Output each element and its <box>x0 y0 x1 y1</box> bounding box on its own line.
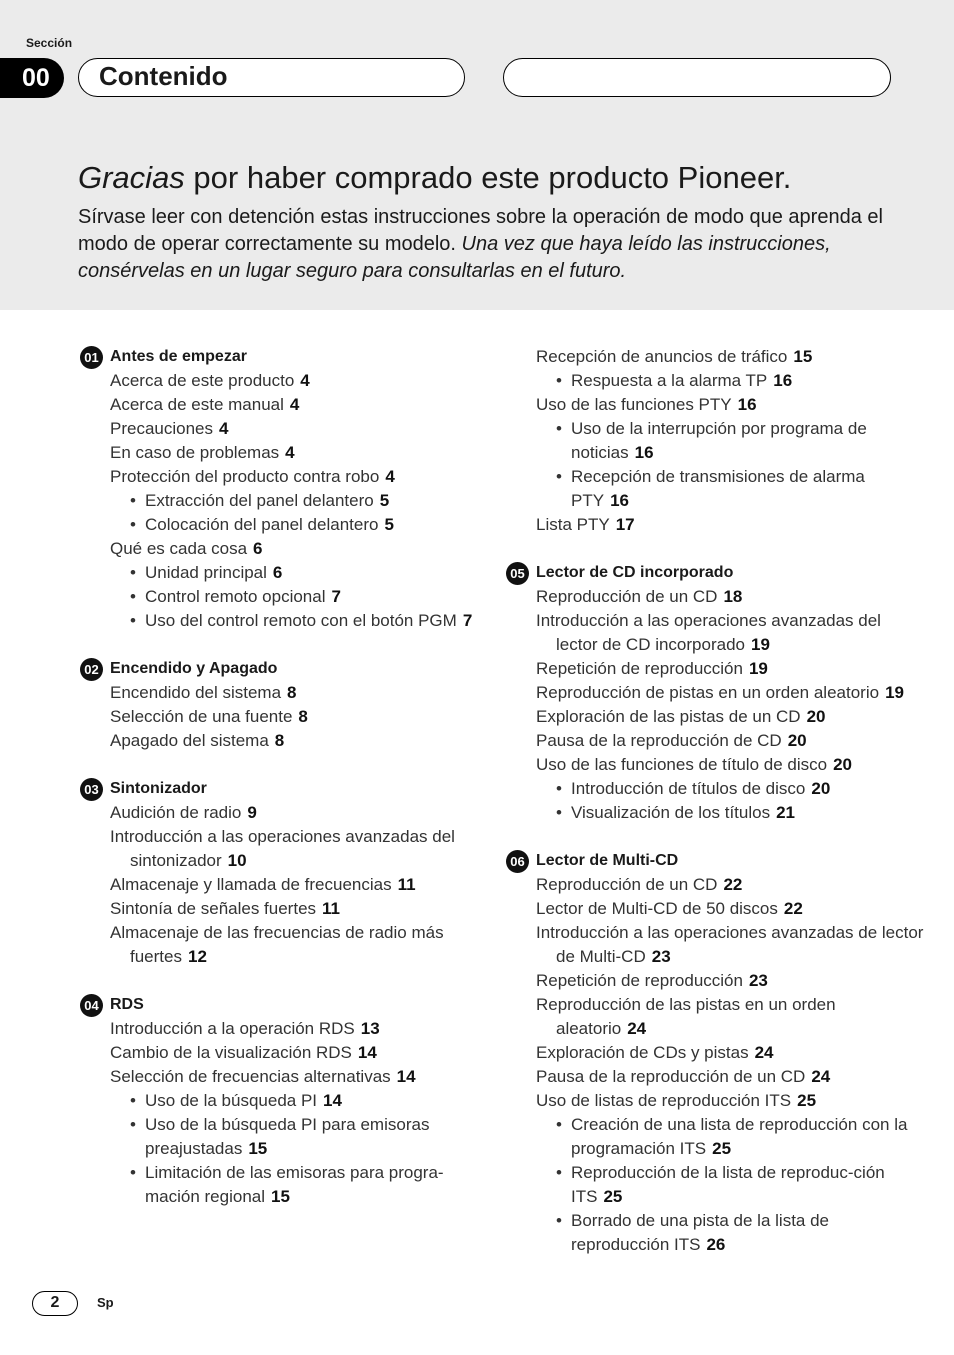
toc-page-number: 11 <box>322 899 341 918</box>
toc-section-03 <box>80 777 480 969</box>
toc-subentry <box>80 585 480 609</box>
toc-section-02 <box>80 657 480 753</box>
bullet-dot: • <box>556 1115 562 1134</box>
toc-subentry <box>506 1161 926 1209</box>
toc-entry <box>80 801 480 825</box>
toc-page-number: 24 <box>754 1043 774 1062</box>
toc-entry <box>506 897 926 921</box>
bullet-dot: • <box>130 515 136 534</box>
section-number-badge: 05 <box>506 562 529 585</box>
toc-subentry <box>506 1209 926 1257</box>
intro-paragraph <box>78 204 908 285</box>
toc-subentry <box>80 1161 480 1209</box>
toc-entry-text: Repetición de reproducción <box>536 659 743 678</box>
toc-section-heading <box>80 345 480 369</box>
toc-page-number: 22 <box>783 899 803 918</box>
toc-entry <box>80 729 480 753</box>
toc-entry-text: Selección de frecuencias alternativas <box>110 1067 391 1086</box>
toc-entry <box>506 993 926 1041</box>
toc-entry-text: Introducción a las operaciones avanzadas del lector de CD incorporado <box>536 611 881 654</box>
toc-page-number: 17 <box>615 515 635 534</box>
toc-section-04 <box>80 993 480 1209</box>
toc-page-number: 12 <box>187 947 207 966</box>
toc-right-column <box>506 345 926 1281</box>
bullet-dot: • <box>130 1163 136 1182</box>
toc-left-column <box>80 345 480 1233</box>
bullet-dot: • <box>556 419 562 438</box>
section-number-badge: 02 <box>80 658 103 681</box>
toc-page-number: 6 <box>272 563 283 582</box>
toc-entry-text: Qué es cada cosa <box>110 539 248 558</box>
toc-entry <box>80 705 480 729</box>
toc-subentry <box>506 369 926 393</box>
toc-entry <box>80 681 480 705</box>
toc-entry-text: Sintonía de señales fuertes <box>110 899 317 918</box>
page-title: Contenido <box>78 58 465 97</box>
toc-entry-text: Reproducción de un CD <box>536 875 718 894</box>
toc-entry-text: Almacenaje y llamada de frecuencias <box>110 875 392 894</box>
toc-page-number: 18 <box>723 587 743 606</box>
toc-page-number: 20 <box>787 731 807 750</box>
toc-page-number: 5 <box>384 515 394 534</box>
toc-entry-text: Acerca de este manual <box>110 395 284 414</box>
section-number-badge: 06 <box>506 850 529 873</box>
toc-page-number: 25 <box>712 1139 732 1158</box>
toc-subentry <box>80 489 480 513</box>
toc-entry-text: Reproducción de pistas en un orden aleatorio <box>536 683 880 702</box>
toc-entry <box>506 681 926 705</box>
toc-page-number: 20 <box>806 707 826 726</box>
toc-page-number: 15 <box>793 347 813 366</box>
bullet-dot: • <box>556 1163 562 1182</box>
toc-subentry <box>506 465 926 513</box>
toc-section-title: Lector de CD incorporado <box>536 564 734 581</box>
thanks-rest: por haber comprado este producto Pioneer. <box>184 160 792 195</box>
toc-page-number: 9 <box>247 803 257 822</box>
toc-entry <box>80 369 480 393</box>
toc-entry <box>506 969 926 993</box>
toc-continued <box>506 345 926 537</box>
toc-page-number: 4 <box>289 395 300 414</box>
toc-subentry <box>506 417 926 465</box>
toc-entry <box>80 897 480 921</box>
toc-page-number: 8 <box>274 731 285 750</box>
toc-entry <box>80 537 480 561</box>
toc-entry <box>506 393 926 417</box>
toc-entry-text: Lista PTY <box>536 515 610 534</box>
toc-page-number: 20 <box>833 755 852 774</box>
toc-entry-text: Borrado de una pista de la lista de reproducción ITS <box>571 1211 830 1254</box>
section-label: Sección <box>26 36 73 50</box>
toc-entry-text: Acerca de este producto <box>110 371 295 390</box>
toc-entry <box>506 873 926 897</box>
toc-section-heading <box>80 657 480 681</box>
toc-page-number: 14 <box>396 1067 416 1086</box>
bullet-dot: • <box>556 467 562 486</box>
toc-entry-text: Protección del producto contra robo <box>110 467 380 486</box>
toc-entry-text: Introducción de títulos de disco <box>571 779 806 798</box>
language-code: Sp <box>97 1295 114 1310</box>
toc-page-number: 16 <box>737 395 757 414</box>
toc-entry <box>506 921 926 969</box>
bullet-dot: • <box>130 491 136 510</box>
toc-entry-text: Pausa de la reproducción de CD <box>536 731 782 750</box>
toc-page-number: 5 <box>379 491 390 510</box>
thanks-italic: Gracias <box>78 160 185 195</box>
toc-subentry <box>506 777 926 801</box>
toc-page-number: 25 <box>603 1187 623 1206</box>
toc-section-title: RDS <box>110 996 144 1013</box>
toc-entry-text: Unidad principal <box>145 563 267 582</box>
section-number-badge: 04 <box>80 994 103 1017</box>
toc-subentry <box>80 1113 480 1161</box>
toc-section-05 <box>506 561 926 825</box>
toc-entry <box>506 705 926 729</box>
toc-entry <box>506 345 926 369</box>
toc-page-number: 7 <box>462 611 473 630</box>
section-number-tab: 00 <box>0 58 64 98</box>
bullet-dot: • <box>130 1115 136 1134</box>
toc-entry <box>506 753 926 777</box>
intro-plain: Sírvase leer con detención estas instrucciones sobre la operación de modo que aprenda el modo de operar correctamente su modelo. <box>78 206 883 255</box>
toc-entry-text: Introducción a las operaciones avanzadas de lector de Multi-CD <box>536 923 924 966</box>
toc-section-heading <box>80 993 480 1017</box>
toc-entry-text: Control remoto opcional <box>145 587 326 606</box>
bullet-dot: • <box>556 1211 562 1230</box>
toc-entry-text: Uso de la interrupción por programa de noticias <box>571 419 867 462</box>
toc-entry-text: Lector de Multi-CD de 50 discos <box>536 899 778 918</box>
toc-entry-text: Repetición de reproducción <box>536 971 743 990</box>
toc-entry-text: Recepción de anuncios de tráfico <box>536 347 788 366</box>
toc-entry-text: Visualización de los títulos <box>571 803 771 822</box>
toc-subentry <box>80 609 480 633</box>
toc-entry-text: Exploración de CDs y pistas <box>536 1043 749 1062</box>
toc-page-number: 6 <box>253 539 263 558</box>
toc-entry <box>506 729 926 753</box>
toc-page-number: 22 <box>723 875 743 894</box>
toc-entry <box>80 921 480 969</box>
toc-page-number: 19 <box>885 683 904 702</box>
toc-section-title: Antes de empezar <box>110 348 247 365</box>
toc-entry-text: Extracción del panel delantero <box>145 491 374 510</box>
toc-entry <box>506 1065 926 1089</box>
toc-subentry <box>506 801 926 825</box>
toc-entry <box>506 585 926 609</box>
toc-entry-text: En caso de problemas <box>110 443 280 462</box>
toc-page-number: 4 <box>219 419 229 438</box>
toc-entry <box>80 465 480 489</box>
toc-section-06 <box>506 849 926 1257</box>
toc-entry <box>506 609 926 657</box>
toc-entry <box>80 441 480 465</box>
toc-entry <box>80 825 480 873</box>
toc-page-number: 19 <box>750 635 770 654</box>
toc-section-heading <box>506 561 926 585</box>
toc-entry-text: Selección de una fuente <box>110 707 293 726</box>
toc-page-number: 23 <box>651 947 671 966</box>
toc-page-number: 20 <box>811 779 831 798</box>
toc-entry-text: Encendido del sistema <box>110 683 282 702</box>
toc-page-number: 19 <box>748 659 768 678</box>
toc-entry <box>80 1017 480 1041</box>
page-number: 2 <box>32 1291 78 1316</box>
toc-entry-text: Creación de una lista de reproducción con la programación ITS <box>571 1115 908 1158</box>
toc-section-heading <box>506 849 926 873</box>
toc-subentry <box>506 1113 926 1161</box>
toc-entry-text: Uso del control remoto con el botón PGM <box>145 611 457 630</box>
toc-entry-text: Uso de listas de reproducción ITS <box>536 1091 792 1110</box>
toc-entry <box>80 873 480 897</box>
toc-page-number: 16 <box>773 371 793 390</box>
toc-page-number: 7 <box>331 587 341 606</box>
bullet-dot: • <box>130 563 136 582</box>
toc-entry <box>506 657 926 681</box>
toc-subentry <box>80 561 480 585</box>
toc-right-sections <box>506 561 926 1257</box>
toc-entry-text: Almacenaje de las frecuencias de radio más fuertes <box>110 923 444 966</box>
toc-entry <box>506 1041 926 1065</box>
toc-section-title: Sintonizador <box>110 780 207 797</box>
toc-entry <box>80 1041 480 1065</box>
toc-entry-text: Uso de las funciones de título de disco <box>536 755 828 774</box>
bullet-dot: • <box>556 371 562 390</box>
toc-page-number: 16 <box>634 443 654 462</box>
toc-entry-text: Introducción a las operaciones avanzadas del sintonizador <box>110 827 455 870</box>
toc-page-number: 11 <box>397 875 416 894</box>
toc-page-number: 23 <box>748 971 768 990</box>
toc-entry-text: Uso de las funciones PTY <box>536 395 732 414</box>
toc-entry-text: Precauciones <box>110 419 214 438</box>
toc-entry-text: Audición de radio <box>110 803 242 822</box>
section-number-badge: 03 <box>80 778 103 801</box>
toc-entry-text: Introducción a la operación RDS <box>110 1019 355 1038</box>
toc-page-number: 24 <box>627 1019 647 1038</box>
toc-page-number: 4 <box>300 371 310 390</box>
toc-page-number: 4 <box>385 467 395 486</box>
toc-entry-text: Cambio de la visualización RDS <box>110 1043 352 1062</box>
toc-entry-text: Pausa de la reproducción de un CD <box>536 1067 806 1086</box>
thanks-heading <box>78 158 791 198</box>
toc-page-number: 24 <box>811 1067 831 1086</box>
toc-entry <box>506 513 926 537</box>
toc-page-number: 15 <box>271 1187 290 1206</box>
toc-entry-text: Respuesta a la alarma TP <box>571 371 768 390</box>
toc-entry-text: Apagado del sistema <box>110 731 269 750</box>
bullet-dot: • <box>130 611 136 630</box>
toc-subentry <box>80 513 480 537</box>
toc-page-number: 14 <box>357 1043 377 1062</box>
toc-page-number: 25 <box>797 1091 817 1110</box>
toc-section-heading <box>80 777 480 801</box>
toc-entry-text: Reproducción de un CD <box>536 587 718 606</box>
toc-page-number: 13 <box>360 1019 380 1038</box>
bullet-dot: • <box>130 587 136 606</box>
toc-entry-text: Colocación del panel delantero <box>145 515 379 534</box>
toc-entry-text: Reproducción de las pistas en un orden aleatorio <box>536 995 836 1038</box>
intro-italic: Una vez que haya leído las instrucciones, consérvelas en un lugar seguro para consultarlas en el futuro. <box>78 233 831 282</box>
toc-entry <box>80 417 480 441</box>
toc-entry-text: Uso de la búsqueda PI para emisoras preajustadas <box>145 1115 430 1158</box>
toc-entry <box>80 1065 480 1089</box>
section-number-badge: 01 <box>80 346 103 369</box>
toc-entry-text: Limitación de las emisoras para progra-mación regional <box>145 1163 444 1206</box>
toc-page-number: 14 <box>323 1091 342 1110</box>
bullet-dot: • <box>556 779 562 798</box>
toc-entry <box>506 1089 926 1113</box>
bullet-dot: • <box>130 1091 136 1110</box>
toc-page-number: 16 <box>610 491 629 510</box>
toc-entry-text: Uso de la búsqueda PI <box>145 1091 318 1110</box>
toc-entry-text: Recepción de transmisiones de alarma PTY <box>571 467 865 510</box>
title-blank-box <box>503 58 891 97</box>
toc-section-01 <box>80 345 480 633</box>
toc-entry-text: Exploración de las pistas de un CD <box>536 707 801 726</box>
toc-page-number: 15 <box>248 1139 268 1158</box>
toc-section-title: Encendido y Apagado <box>110 660 278 677</box>
bullet-dot: • <box>556 803 562 822</box>
toc-page-number: 4 <box>285 443 295 462</box>
toc-page-number: 26 <box>706 1235 726 1254</box>
toc-page-number: 21 <box>776 803 795 822</box>
toc-page-number: 8 <box>298 707 308 726</box>
toc-section-title: Lector de Multi-CD <box>536 852 679 869</box>
toc-subentry <box>80 1089 480 1113</box>
toc-page-number: 8 <box>287 683 297 702</box>
toc-entry <box>80 393 480 417</box>
toc-page-number: 10 <box>227 851 247 870</box>
toc-entry-text: Reproducción de la lista de reproduc-ción ITS <box>571 1163 885 1206</box>
